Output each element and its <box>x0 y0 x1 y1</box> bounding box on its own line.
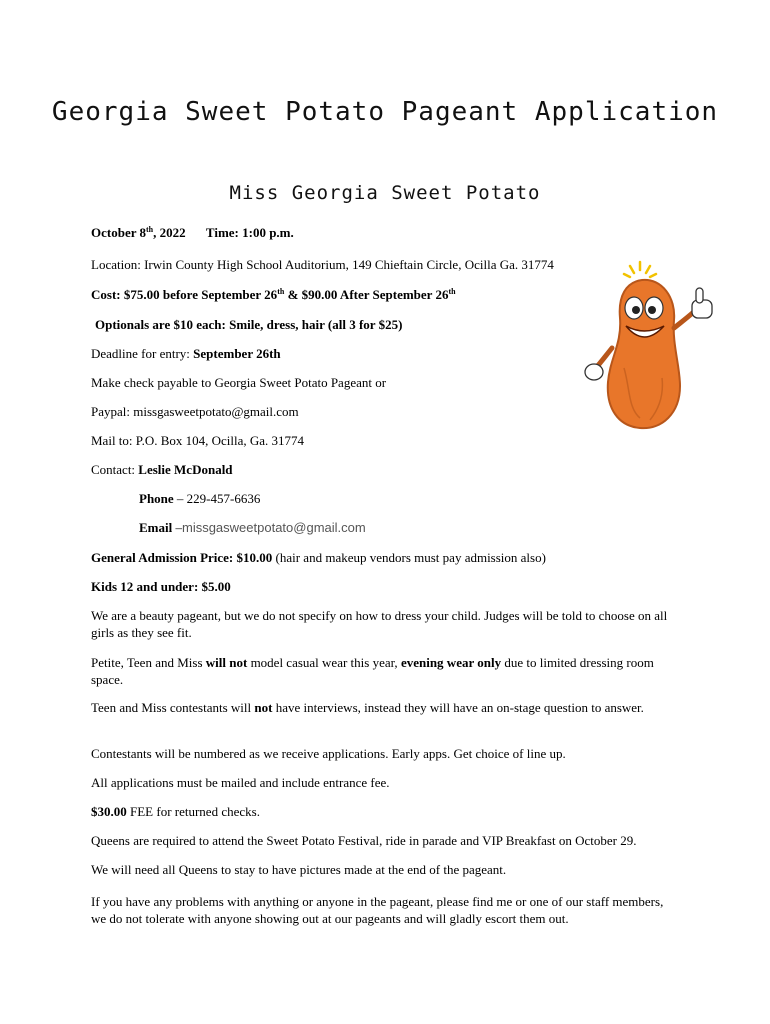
mailed-line: All applications must be mailed and include entrance fee. <box>91 775 390 790</box>
event-date-sup: th <box>146 225 154 234</box>
paypal-line: Paypal: missgasweetpotato@gmail.com <box>91 404 299 419</box>
cost-sup-1: th <box>277 287 285 296</box>
mail-to-line: Mail to: P.O. Box 104, Ocilla, Ga. 31774 <box>91 433 305 448</box>
returned-checks-line <box>91 803 691 820</box>
phone-line <box>139 490 739 507</box>
deadline-value: September 26th <box>193 346 281 361</box>
casual-wear-paragraph <box>91 654 671 688</box>
check-payable-line: Make check payable to Georgia Sweet Potato Pageant or <box>91 375 387 390</box>
event-date-year: , 2022 <box>153 225 186 240</box>
cost-after: & $90.00 After September 26 <box>284 287 449 302</box>
email-line <box>139 519 739 536</box>
interview-paragraph <box>91 699 651 716</box>
email-separator: – <box>172 520 182 535</box>
interview-bold: not <box>254 700 273 715</box>
casual-bold-1: will not <box>205 655 248 670</box>
contact-line <box>91 461 691 478</box>
beauty-paragraph: We are a beauty pageant, but we do not specify on how to dress your child. Judges will be told to choose on all girls as they see fit. <box>91 608 668 640</box>
event-date-time <box>91 224 691 241</box>
interview-text-1: Teen and Miss contestants will <box>91 700 255 715</box>
cost-sup-2: th <box>448 287 456 296</box>
sweet-potato-mascot-icon <box>584 258 724 438</box>
thumbs-up-icon <box>692 288 712 318</box>
general-admission-line <box>91 549 691 566</box>
left-hand <box>585 364 603 380</box>
page-subtitle: Miss Georgia Sweet Potato <box>229 182 541 204</box>
potato-body <box>608 280 680 428</box>
casual-text-2: model casual wear this year, <box>247 655 401 670</box>
numbered-line: Contestants will be numbered as we receive applications. Early apps. Get choice of line up. <box>91 746 566 761</box>
casual-text-1: Petite, Teen and Miss <box>91 655 206 670</box>
sparkle-icon <box>624 262 656 277</box>
event-date-main: October 8 <box>91 225 146 240</box>
deadline-label: Deadline for entry: <box>91 346 194 361</box>
phone-label: Phone <box>139 491 174 506</box>
phone-value: – 229-457-6636 <box>173 491 261 506</box>
general-admission-note: (hair and makeup vendors must pay admission also) <box>272 550 546 565</box>
queens-pictures-line: We will need all Queens to stay to have pictures made at the end of the pageant. <box>91 862 507 877</box>
general-admission-label: General Admission Price: $10.00 <box>91 550 273 565</box>
interview-text-2: have interviews, instead they will have an on-stage question to answer. <box>272 700 644 715</box>
kids-price-line: Kids 12 and under: $5.00 <box>91 579 231 594</box>
returned-fee-amount: $30.00 <box>91 804 127 819</box>
event-time: Time: 1:00 p.m. <box>205 225 294 240</box>
location-line: Location: Irwin County High School Auditorium, 149 Chieftain Circle, Ocilla Ga. 31774 <box>91 257 554 272</box>
returned-fee-text: FEE for returned checks. <box>126 804 260 819</box>
page-title: Georgia Sweet Potato Pageant Application <box>51 97 719 127</box>
email-label: Email <box>139 520 173 535</box>
casual-text-3: due to limited dressing room space. <box>91 655 654 687</box>
email-link[interactable]: missgasweetpotato@gmail.com <box>181 520 366 535</box>
contact-label: Contact: <box>91 462 139 477</box>
cost-before: Cost: $75.00 before September 26 <box>91 287 278 302</box>
queens-festival-line: Queens are required to attend the Sweet Potato Festival, ride in parade and VIP Breakfast on October 29. <box>91 833 637 848</box>
event-date <box>91 225 186 240</box>
contact-name: Leslie McDonald <box>138 462 233 477</box>
optionals-line: Optionals are $10 each: Smile, dress, hair (all 3 for $25) <box>95 317 403 332</box>
casual-bold-2: evening wear only <box>400 655 502 670</box>
problems-paragraph: If you have any problems with anything or anyone in the pageant, please find me or one of our staff members, we do not tolerate with anyone showing out at our pageants and will gladly escort them out. <box>91 894 664 926</box>
